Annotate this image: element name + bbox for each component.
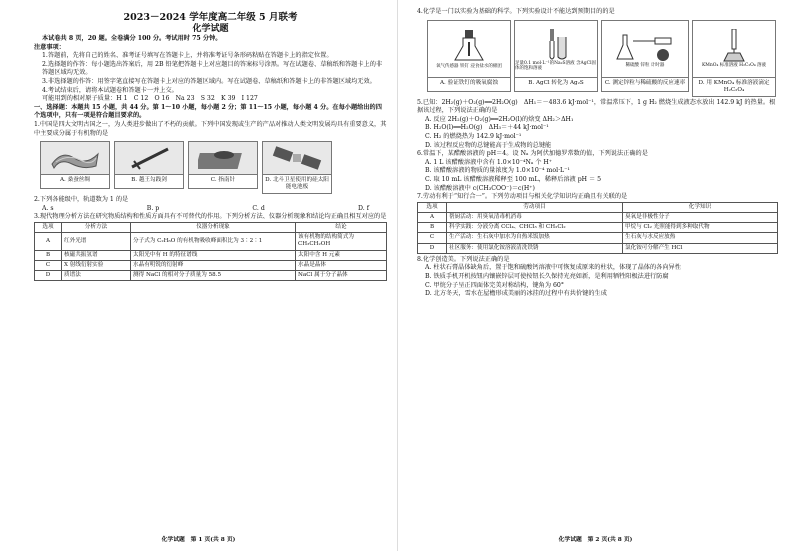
exam-title: 2023－2024 学年度高二年级 5 月联考 bbox=[123, 12, 298, 23]
q6-option-a: A. 1 L 该醋酸溶液中含有 1.0×10⁻⁴Nₐ 个 H⁺ bbox=[425, 158, 553, 166]
question-2: 2.下列各能级中，轨道数为 1 的是 bbox=[34, 196, 129, 204]
q4-d-label: KMnO₄ 标准溶液 H₂C₂O₄ 溶液 bbox=[701, 63, 767, 69]
q1-option-c-caption: C. 指南针 bbox=[188, 175, 258, 189]
question-3-table bbox=[34, 222, 387, 281]
table-row bbox=[418, 243, 778, 253]
table-header: 选项 bbox=[35, 222, 62, 232]
q1-option-d-caption: D. 北斗卫星使用的硅太阳能电池板 bbox=[262, 175, 332, 194]
table-cell: 臭氧是非极性分子 bbox=[623, 212, 778, 222]
table-header-row bbox=[35, 222, 387, 232]
table-row bbox=[35, 250, 387, 260]
question-6: 6.常温下，某醋酸溶液的 pH＝4。设 Nₐ 为阿伏加德罗常数的值，下列说法正确的是 bbox=[417, 150, 648, 158]
question-7: 7.劳动有利于“知行合一”。下列劳动项目与相关化学知识均正确且有关联的是 bbox=[417, 193, 628, 201]
table-cell: 核磁共振氢谱 bbox=[62, 250, 131, 260]
exam-subtitle: 化学试题 bbox=[192, 24, 229, 34]
q2-option-c: C. d bbox=[252, 204, 265, 212]
q4-option-a-caption: A. 验证铁钉的吸氧腐蚀 bbox=[427, 78, 511, 92]
table-cell: 科学实践：分液分离 CCl₄、CHCl₃ 和 CH₂Cl₂ bbox=[447, 223, 623, 233]
table-header: 结论 bbox=[296, 222, 387, 232]
question-1-images bbox=[40, 141, 387, 194]
q1-option-a-caption: A. 桑蚕丝绸 bbox=[40, 175, 110, 189]
q4-option-b bbox=[514, 20, 598, 97]
q2-option-b: B. p bbox=[146, 204, 160, 212]
q4-a-label: 氧气传感器 铁钉 浸食盐水的棉团 bbox=[436, 64, 502, 70]
q1-option-a bbox=[40, 141, 110, 194]
q1-option-b-caption: B. 越王勾践剑 bbox=[114, 175, 184, 189]
burette-icon bbox=[692, 20, 776, 78]
question-4: 4.化学是一门以实验为基础的科学。下列实验设计不能达到预期目的的是 bbox=[417, 8, 615, 15]
table-cell: D bbox=[35, 270, 62, 280]
q1-option-c bbox=[188, 141, 258, 194]
question-7-table bbox=[417, 202, 778, 254]
table-cell: 生产活动：生石灰中加水为自热米饭加热 bbox=[447, 233, 623, 243]
q8-option-a: A. 柱状石膏晶体缺角后，置于饱和硫酸钙溶液中可恢复成原来的柱状，体现了晶体的各向异性 bbox=[425, 264, 681, 272]
q2-option-a: A. s bbox=[42, 204, 54, 212]
table-cell: 社区服务：使用氯化铵溶液清洗铁锈 bbox=[447, 243, 623, 253]
table-cell: D bbox=[418, 243, 447, 253]
table-cell: A bbox=[418, 212, 447, 222]
q5-option-b: B. H₂O(l)══H₂O(g) ΔH₃＝＋44 kJ·mol⁻¹ bbox=[425, 124, 549, 132]
q8-option-b: B. 铁质手机开机按钮内镶嵌锌层可使按钮长久保持光亮如新，是利用牺牲阳极法进行防腐 bbox=[425, 272, 669, 280]
page-footer: 化学试题 第 1 页(共 8 页) bbox=[161, 537, 236, 543]
q4-option-b-caption: B. AgCl 转化为 Ag₂S bbox=[514, 78, 598, 92]
satellite-icon bbox=[262, 141, 332, 175]
question-5: 5.已知：2H₂(g)＋O₂(g)══2H₂O(g) ΔH₁＝－483.6 kJ·mol⁻¹，常温常压下，1 g H₂ 燃烧生成液态水放出 142.9 kJ 的热量。根据该过程，下列说法正确的是 bbox=[417, 98, 776, 115]
table-row bbox=[418, 223, 778, 233]
notice-item: 4.考试结束后，请将本试题卷和答题卡一并上交。 bbox=[42, 86, 178, 94]
table-cell: 氯化铵可分解产生 HCl bbox=[623, 243, 778, 253]
table-cell: C bbox=[35, 260, 62, 270]
table-row bbox=[418, 212, 778, 222]
question-8: 8.化学创造美。下列说法正确的是 bbox=[417, 255, 510, 263]
table-row bbox=[35, 233, 387, 250]
atomic-masses: 可能用到的相对原子质量：H 1 C 12 O 16 Na 23 S 32 K 39 I 127 bbox=[42, 95, 258, 103]
table-cell: 水晶有明锐的衍射峰 bbox=[131, 260, 296, 270]
table-cell: 太阳光中有 H 的特征谱线 bbox=[131, 250, 296, 260]
table-header: 化学知识 bbox=[623, 202, 778, 212]
q4-c-label: 稀硫酸 锌粒 计时器 bbox=[625, 63, 665, 69]
table-cell: B bbox=[418, 223, 447, 233]
table-cell: B bbox=[35, 250, 62, 260]
page-2 bbox=[397, 0, 794, 551]
table-row bbox=[35, 270, 387, 280]
test-tube-icon bbox=[514, 20, 598, 78]
q5-option-c: C. H₂ 的燃烧热为 142.9 kJ·mol⁻¹ bbox=[425, 132, 522, 140]
sword-icon bbox=[114, 141, 184, 175]
q4-option-c-caption: C. 测定锌粒与稀硫酸的反应速率 bbox=[601, 78, 689, 92]
table-cell: 甲烷与 Cl₂ 光照能得到多种取代物 bbox=[623, 223, 778, 233]
table-header: 仪器分析现象 bbox=[131, 222, 296, 232]
table-cell: NaCl 属于分子晶体 bbox=[296, 270, 387, 280]
q4-option-c bbox=[601, 20, 689, 97]
q1-option-d bbox=[262, 141, 332, 194]
table-header-row bbox=[418, 202, 778, 212]
q4-option-d bbox=[692, 20, 776, 97]
table-cell: 太阳中含 H 元素 bbox=[296, 250, 387, 260]
page-footer: 化学试题 第 2 页(共 8 页) bbox=[558, 537, 633, 543]
table-header: 分析方法 bbox=[62, 222, 131, 232]
question-4-images bbox=[427, 20, 778, 97]
q4-b-label: 足量0.1 mol·L⁻¹的Na₂S溶液 含AgCl固体的饱和溶液 bbox=[515, 60, 597, 71]
compass-icon bbox=[188, 141, 258, 175]
table-cell: 生石灰与水反应放热 bbox=[623, 233, 778, 243]
q8-option-d: D. 北方冬天，雪水在屋檐形成美丽的冰挂的过程中有共价键的生成 bbox=[425, 290, 607, 298]
sensor-flask-icon bbox=[427, 20, 511, 78]
q1-option-b bbox=[114, 141, 184, 194]
table-cell: 质谱法 bbox=[62, 270, 131, 280]
section-heading: 一、选择题：本题共 15 小题，共 44 分。第 1～10 小题，每小题 2 分；第 11～15 小题，每小题 4 分。在每小题给出的四个选项中，只有一项是符合题目要求的。 bbox=[34, 103, 382, 120]
q6-option-c: C. 取 10 mL 该醋酸溶液稀释至 100 mL，稀释后溶液 pH ＝ 5 bbox=[425, 175, 602, 183]
table-cell: 水晶是晶体 bbox=[296, 260, 387, 270]
table-row bbox=[418, 233, 778, 243]
table-cell: 测得 NaCl 的相对分子质量为 58.5 bbox=[131, 270, 296, 280]
q4-option-d-caption: D. 用 KMnO₄ 标准溶液滴定 H₂C₂O₄ bbox=[692, 78, 776, 97]
question-3: 3.现代物理分析方法在研究物质结构和性质方面具有不可替代的作用。下列分析方法、仪器分析现象和结论均正确且相互对应的是 bbox=[34, 213, 387, 221]
notice-heading: 注意事项： bbox=[34, 43, 65, 51]
table-cell: C bbox=[418, 233, 447, 243]
table-cell: 帮厨活动：用臭氧清毒机消毒 bbox=[447, 212, 623, 222]
question-1: 1.中国是四大文明古国之一，为人类进步做出了不朽的贡献。下列中国发现或生产的产品对推动人类文明发展均具有重要意义，其中主要成分属于有机物的是 bbox=[34, 120, 387, 137]
q4-option-a bbox=[427, 20, 511, 97]
silk-icon bbox=[40, 141, 110, 175]
table-header: 劳动项目 bbox=[447, 202, 623, 212]
table-cell: X 射线衍射实验 bbox=[62, 260, 131, 270]
table-cell: 该有机物的结构简式为 CH₃CH₂OH bbox=[296, 233, 387, 250]
q6-option-d: D. 该醋酸溶液中 c(CH₃COO⁻)＝c(H⁺) bbox=[425, 184, 535, 192]
q5-option-d: D. 该过程反应物的总键能高于生成物的总键能 bbox=[425, 141, 552, 149]
q2-option-d: D. f bbox=[358, 204, 369, 212]
flask-syringe-icon bbox=[601, 20, 689, 78]
q6-option-b: B. 该醋酸溶液的物质的量浓度为 1.0×10⁻⁴ mol·L⁻¹ bbox=[425, 167, 570, 175]
table-cell: A bbox=[35, 233, 62, 250]
q5-option-a: A. 反应 2H₂(g)＋O₂(g)══2H₂O(l)的焓变 ΔH₂＞ΔH₁ bbox=[425, 115, 574, 123]
table-header: 选项 bbox=[418, 202, 447, 212]
table-cell: 红外光谱 bbox=[62, 233, 131, 250]
q8-option-c: C. 甲烷分子呈正四面体完美对称结构，键角为 60° bbox=[425, 281, 564, 289]
exam-info: 本试卷共 8 页，20 题。全卷满分 100 分。考试用时 75 分钟。 bbox=[42, 35, 222, 42]
table-row bbox=[35, 260, 387, 270]
notice-item: 1.答题前，先将自己的姓名、准考证号填写在答题卡上，并将准考证号条形码粘贴在答题卡上的指定位置。 bbox=[42, 52, 333, 60]
notice-item: 2.选择题的作答：每小题选出答案后，用 2B 铅笔把答题卡上对应题目的答案标号涂黑。写在试题卷、草稿纸和答题卡上的非答题区域均无效。 bbox=[42, 60, 383, 77]
table-cell: 分子式为 C₂H₆O 的有机物吸收峰面积比为 3∶2∶1 bbox=[131, 233, 296, 250]
notice-item: 3.非选择题的作答：用签字笔直接写在答题卡上对应的答题区域内。写在试题卷、草稿纸和答题卡上的非答题区域均无效。 bbox=[42, 77, 376, 85]
